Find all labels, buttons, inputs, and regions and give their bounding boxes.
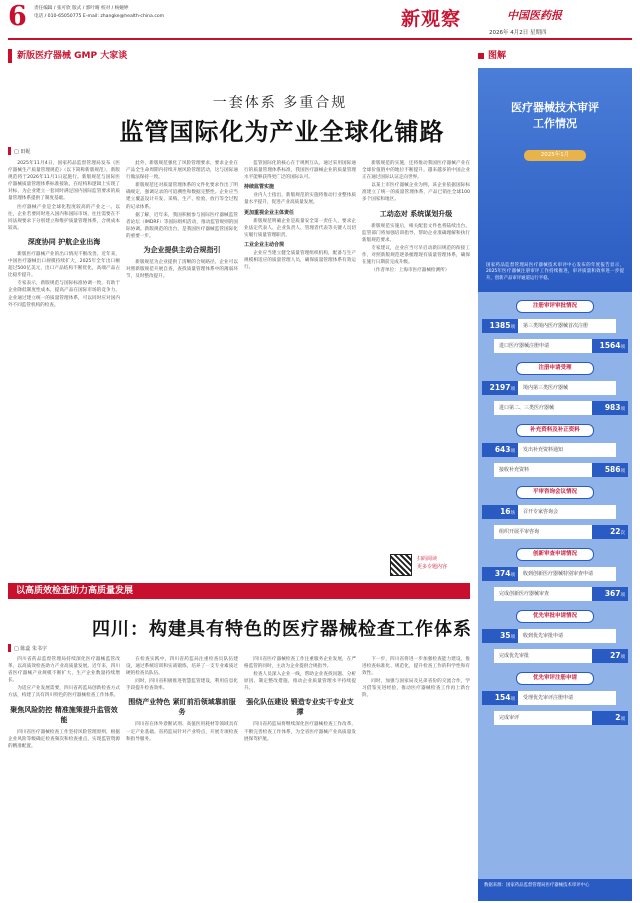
article-column-3 [244, 160, 356, 570]
paragraph: 专家建议，企业应当尽早启动新旧规范的衔接工作，对照新版规范逐条梳理现有质量管理体系，确保在施行日期前完成升级。 [362, 245, 470, 266]
editor-line: 电话 / 010-65050775 E-mail: zhangke@health-china.com [34, 13, 165, 19]
newspaper-name: 中国医药报 [507, 9, 562, 22]
paragraph: 为适应产业发展需要，四川省药监局创新检查方式方法，构建了具有四川特色的医疗器械检查工作体系。 [8, 686, 120, 699]
bottom-column-4 [362, 656, 470, 901]
stat-value [482, 629, 518, 643]
paragraph: 检查人员深入企业一线，帮助企业查找问题、分析原因、制定整改措施，推动企业质量管理水平持续提升。 [244, 672, 356, 692]
stat-value [592, 339, 628, 353]
paragraph: 新版规范明确企业是质量安全第一责任人，要求企业法定代表人、企业负责人、管理者代表等关键人员切实履行质量管理职责。 [244, 218, 356, 238]
title-line: 工作情况 [533, 117, 577, 130]
paragraph: 四川省药监局将继续深化医疗器械检查工作改革，不断完善检查工作体系，为全省医疗器械产业高质量发展保驾护航。 [244, 722, 356, 742]
paragraph: 新版规范的实施，还将推动我国医疗器械产业在全球价值链中的地位不断提升。越来越多的中国企业正在通过国际认证走向世界。 [362, 161, 470, 181]
category-heading: 创新审查申请情况 [516, 548, 594, 561]
stat-value [592, 649, 628, 663]
stat-value [592, 711, 628, 725]
stat-label: 受理优先审评注册申请 [518, 691, 616, 705]
paragraph: 此外，新版规范强化了风险管理要求，要求企业在产品全生命周期内持续开展风险管理活动，这与国际通行做法保持一致。 [126, 161, 238, 181]
stat-label: 完成创新医疗器械审查 [494, 587, 592, 601]
stat-number: 16 [500, 507, 511, 516]
stat-value [482, 505, 518, 519]
category-heading: 优先审评注册申请 [516, 672, 594, 685]
year-tag: 2025年1月 [524, 150, 586, 161]
stat-item [482, 443, 616, 457]
article-column-1 [8, 160, 120, 570]
bottom-column-1 [8, 656, 120, 901]
paragraph: 企业应当建立健全质量管理组织机构，配备与生产规模相适应的质量管理人员，确保质量管理体系有效运行。 [244, 251, 356, 271]
section-title: 新观察 [401, 8, 462, 30]
sub-heading: 持续监管实施 [244, 184, 275, 191]
paragraph: 四川省在体外诊断试剂、高值医用耗材等领域具有一定产业基础。省药监局针对产业特点，开展专项检查和指导服务。 [126, 722, 238, 742]
column-banner: 新版医疗器械 GMP 大家谈 [8, 49, 138, 63]
stat-unit: 项 [620, 717, 625, 722]
paragraph: 同时，加强与国家局及兄弟省份的交流合作，学习借鉴先进经验，推动医疗器械检查工作再上新台阶。 [362, 679, 470, 699]
stat-label: 完成审评 [494, 711, 592, 725]
graphic-label: 图解 [478, 48, 506, 61]
stat-item [494, 463, 628, 477]
paragraph: 下一步，四川省将进一步加强检查能力建设，推进检查标准化、规范化，提升检查工作的科学性和有效性。 [362, 657, 470, 677]
stat-value [592, 463, 628, 477]
stat-unit: 项 [510, 449, 515, 454]
byline-marker [8, 147, 11, 155]
infographic-footer: 数据来源：国家药品监督管理局医疗器械技术审评中心 [478, 879, 632, 901]
stat-item [494, 649, 628, 663]
qr-caption [417, 555, 447, 571]
stat-item [494, 339, 628, 353]
infographic-intro: 国家药品监督管理局医疗器械技术审评中心发布的年度报告显示，2025年医疗器械注册审评工作持续推进，审评质量和效率进一步提升，创新产品审评通道运行平稳。 [486, 263, 624, 281]
stat-unit: 项 [510, 387, 515, 392]
stat-unit: 项 [620, 407, 625, 412]
paragraph: 以某上市医疗器械企业为例，该企业依据国际标准建立了统一的质量管理体系，产品已销往全球100多个国家和地区。 [362, 183, 470, 203]
paragraph: 新版医疗器械产业的出口情况不断改善。近年来，中国医疗器械出口规模持续扩大，2025年全年出口额超过500亿美元，出口产品结构不断优化，高端产品占比稳步提升。 [8, 251, 120, 279]
paragraph: 新版规范实施后，相关配套文件也将陆续出台。监管部门将加强培训指导，帮助企业准确理解和执行新版规范要求。 [362, 223, 470, 243]
paragraph: 专家表示，新版规范与国际标准协调一致，有助于企业降低制度性成本，提高产品在国际市场的竞争力。企业通过建立统一的质量管理体系，可以同时应对国内外不同监管机构的检查。 [8, 281, 120, 308]
stat-value [482, 381, 518, 395]
stat-value [592, 401, 628, 415]
editor-line: 责任编辑 / 张可欣 版式 / 郭叶晴 校对 / 杨婉婷 [34, 6, 129, 11]
stat-label: 接收补充资料 [494, 463, 592, 477]
stat-number: 643 [494, 445, 511, 454]
stat-value [482, 691, 518, 705]
category-heading: 补充资料及补正资料 [516, 424, 594, 437]
bottom-headline[interactable]: 四川：构建具有特色的医疗器械检查工作体系 [92, 619, 472, 640]
article-column-4 [362, 160, 470, 550]
category-heading: 平审咨询会议情况 [516, 486, 594, 499]
author-note: （作者单位：上海市医疗器械检测所） [371, 268, 450, 274]
infographic-panel [478, 68, 632, 901]
stat-label: 收到创新医疗器械特别审查申请 [518, 567, 616, 581]
stat-unit: 次 [620, 531, 625, 536]
category-heading: 优先审批申请情况 [516, 610, 594, 623]
paragraph: 2025年11月4日，国家药品监督管理局发布《医疗器械生产质量管理规范》（以下简称新版规范），新版规范将于2026年11月1日起施行。新版规范与国际医疗器械质量管理体系标准接轨，在结构和逻辑上实现了对标，为企业建立一套同时满足国内国际监管要求的质量管理体系提供了制度基础。 [8, 161, 120, 202]
stat-label: 进口医疗器械注册申请 [494, 339, 592, 353]
stat-unit: 项 [620, 655, 625, 660]
stat-unit: 项 [510, 697, 515, 702]
section-heading: 聚焦风险防控 精准施策提升监管效能 [10, 705, 118, 724]
stat-item [494, 525, 628, 539]
paragraph: 四川省药品监督管理局持续深化医疗器械监管改革，以高质效检查助力产业高质量发展。近年来，四川省医疗器械产业规模不断扩大，生产企业数量持续增长。 [8, 657, 120, 684]
sub-heading: 工业企业主动合规 [244, 241, 285, 248]
stat-item [482, 567, 616, 581]
stat-value [482, 443, 518, 457]
stat-number: 367 [604, 589, 621, 598]
byline: □ 田妮 [14, 149, 31, 155]
stat-item [494, 587, 628, 601]
byline: □ 陈蕊 朱书宇 [14, 646, 47, 652]
section-heading: 工动态对 系统谋划升级 [379, 209, 453, 218]
infographic-sidebar [478, 48, 632, 901]
stat-unit: 项 [620, 593, 625, 598]
stat-number: 22 [610, 527, 621, 536]
paragraph: 四川省医疗器械检查工作注重服务企业发展，在严格监管的同时，主动为企业提供合规指导。 [244, 657, 356, 670]
stat-unit: 项 [510, 325, 515, 330]
paragraph: 业内人士指出，新版规范的实施将推动行业整体质量水平提升，促进产业高质量发展。 [244, 193, 356, 206]
stat-number: 983 [604, 403, 621, 412]
stat-number: 27 [610, 651, 621, 660]
paragraph: 同时，四川省积极推进智慧监管建设，利用信息化手段提升检查效率。 [126, 679, 238, 692]
stat-label: 第三类境内医疗器械首次注册 [518, 319, 616, 333]
stat-number: 586 [604, 465, 621, 474]
section-heading: 深度协同 护航企业出海 [27, 237, 101, 246]
stat-item [482, 381, 616, 395]
section-heading: 强化队伍建设 锻造专业实干专业支撑 [246, 698, 354, 717]
stat-label: 组织开展平审咨询 [494, 525, 592, 539]
stat-item [482, 505, 616, 519]
stat-item [494, 711, 628, 725]
stat-value [592, 587, 628, 601]
stat-label: 收到优先审批申请 [518, 629, 616, 643]
stat-item [482, 319, 616, 333]
stat-unit: 项 [620, 469, 625, 474]
paragraph: 在检查实践中，四川省药监局注重检查员队伍建设，通过系统培训和实战锻炼，培养了一支专业素质过硬的检查员队伍。 [126, 657, 238, 677]
section-heading: 围绕产业特色 紧盯前沿领域靠前服务 [128, 698, 236, 717]
stat-label: 完成优先审批 [494, 649, 592, 663]
qr-caption-line: 扫码阅读 [417, 556, 438, 562]
stat-number: 2 [615, 713, 621, 722]
article-column-2 [126, 160, 238, 570]
qr-caption-line: 更多专题内容 [417, 564, 448, 570]
bottom-column-3 [244, 656, 356, 901]
sub-heading: 更加重视企业主体责任 [244, 209, 295, 216]
page-number: 6 [8, 1, 27, 32]
infographic-title [478, 100, 632, 132]
paragraph: 据了解，近年来，我国积极参与国际医疗器械监管者论坛（IMDRF）等国际组织活动，推动监管规则的国际协调。新版规范的出台，是我国医疗器械监管国际化的重要一步。 [126, 212, 238, 239]
bottom-column-2 [126, 656, 238, 901]
category-heading: 注册审评审批情况 [516, 300, 594, 313]
stat-label: 进口第二、三类医疗器械 [494, 401, 592, 415]
stat-item [482, 629, 616, 643]
main-headline[interactable]: 监管国际化为产业全球化铺路 [119, 117, 445, 146]
stat-unit: 项 [510, 635, 515, 640]
stat-label: 发出补充资料通知 [518, 443, 616, 457]
category-heading: 注册申请受理 [516, 362, 594, 375]
paragraph: 监管国际化的核心在于规则互认。通过采用国际通行的质量管理体系标准，我国医疗器械企业的质量管理水平能够获得更广泛的国际认可。 [244, 161, 356, 181]
section-banner: 以高质效检查助力高质量发展 [8, 583, 470, 599]
paragraph: 新版规范为企业提供了清晰的合规路径。企业可以对照新版规范开展自查，查找质量管理体系中的薄弱环节，及时整改提升。 [126, 260, 238, 280]
stat-number: 1564 [599, 341, 621, 350]
stat-number: 1385 [489, 321, 511, 330]
stat-unit: 项 [620, 345, 625, 350]
stat-number: 35 [500, 631, 511, 640]
stat-label: 召开专家咨询会 [518, 505, 616, 519]
section-heading: 为企业提供主动合规指引 [143, 246, 221, 255]
stat-item [482, 691, 616, 705]
paragraph: 医疗器械产业是全球化程度较高的产业之一。以往，企业若要同时进入国内和国际市场，往往需要在不同法规要求下分别建立和维护质量管理体系，合规成本较高。 [8, 204, 120, 231]
issue-date: 2026年 4月2日 星期四 [489, 30, 547, 36]
byline-marker [8, 644, 11, 652]
qr-code-icon[interactable] [390, 554, 412, 576]
infographic-header [478, 68, 632, 292]
paragraph: 新版规范还对质量管理体系的文件化要求作出了明确规定，强调记录的可追溯性和数据完整性。企业应当建立覆盖设计开发、采购、生产、检验、放行等全过程的记录体系。 [126, 183, 238, 210]
stat-number: 374 [494, 569, 511, 578]
sub-headline: 一套体系 多重合规 [212, 95, 348, 111]
stat-number: 2197 [489, 383, 511, 392]
title-line: 医疗器械技术审评 [511, 101, 599, 114]
stat-label: 境内第三类医疗器械 [518, 381, 616, 395]
editor-info [34, 5, 164, 20]
stat-value [592, 525, 628, 539]
stat-number: 154 [494, 693, 511, 702]
stat-value [482, 567, 518, 581]
masthead-rule [8, 38, 632, 40]
stat-unit: 项 [510, 573, 515, 578]
stat-item [494, 401, 628, 415]
stat-value [482, 319, 518, 333]
masthead [0, 0, 640, 40]
stat-unit: 场 [510, 511, 515, 516]
paragraph: 四川省医疗器械检查工作坚持风险管理原则，根据企业风险等级确定检查频次和检查重点，实现监管资源的精准配置。 [8, 729, 120, 749]
